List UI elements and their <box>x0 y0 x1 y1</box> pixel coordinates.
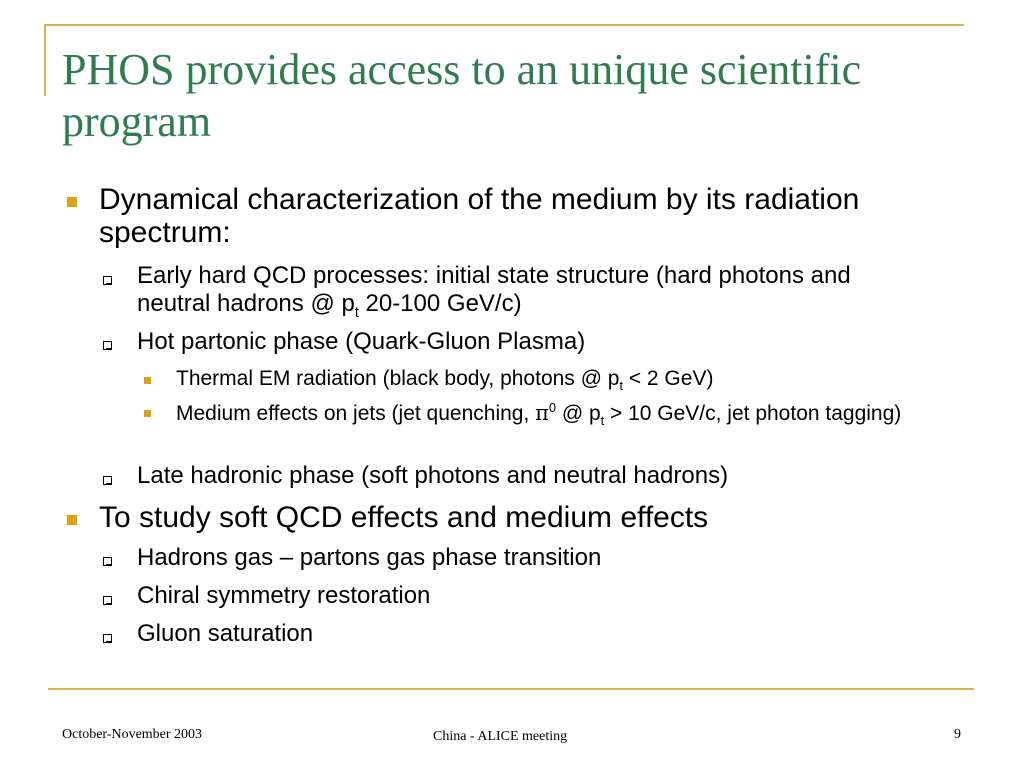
frame-top-line <box>44 24 964 26</box>
frame-left-line <box>44 24 46 96</box>
footer-event-title: China - ALICE meeting <box>433 729 568 744</box>
sub-bullet-item: Hot partonic phase (Quark-Gluon Plasma) <box>137 328 586 355</box>
sub-bullet-item: Early hard QCD processes: initial state structure (hard photons and neutral hadrons @ $p_t$ 20-100 GeV/c) <box>137 262 851 321</box>
slide-title: PHOS provides access to an unique scientific program <box>62 45 862 146</box>
sub-bullet-item: Gluon saturation <box>137 620 314 647</box>
hollow-square-bullet-icon <box>103 476 112 485</box>
footer-date: October-November 2003 <box>62 727 203 742</box>
bullet-item: To study soft QCD effects and medium effects <box>99 501 709 534</box>
hollow-square-bullet-icon <box>103 557 112 566</box>
bullet-item: Dynamical characterization of the medium by its radiation spectrum: <box>99 183 860 249</box>
bullet-square-icon <box>144 377 151 384</box>
hollow-square-bullet-icon <box>103 634 112 643</box>
bullet-square-icon <box>67 197 77 207</box>
hollow-square-bullet-icon <box>103 276 112 285</box>
sub-bullet-item: Hadrons gas – partons gas phase transition <box>137 544 602 571</box>
sub-bullet-item: Late hadronic phase (soft photons and neutral hadrons) <box>137 462 729 489</box>
bullet-square-icon <box>67 515 77 525</box>
sub-sub-bullet-item: Medium effects on jets (jet quenching, $\pi^0$ @ $p_t > 10$ GeV/c, jet photon tagging) <box>176 401 902 429</box>
hollow-square-bullet-icon <box>103 341 112 350</box>
footer-divider <box>48 688 974 690</box>
slide-number: 9 <box>954 727 961 742</box>
sub-bullet-item: Chiral symmetry restoration <box>137 582 431 609</box>
sub-sub-bullet-item: Thermal EM radiation (black body, photons @ $p_t < 2$ GeV) <box>176 367 714 394</box>
hollow-square-bullet-icon <box>103 596 112 605</box>
bullet-square-icon <box>144 410 151 417</box>
